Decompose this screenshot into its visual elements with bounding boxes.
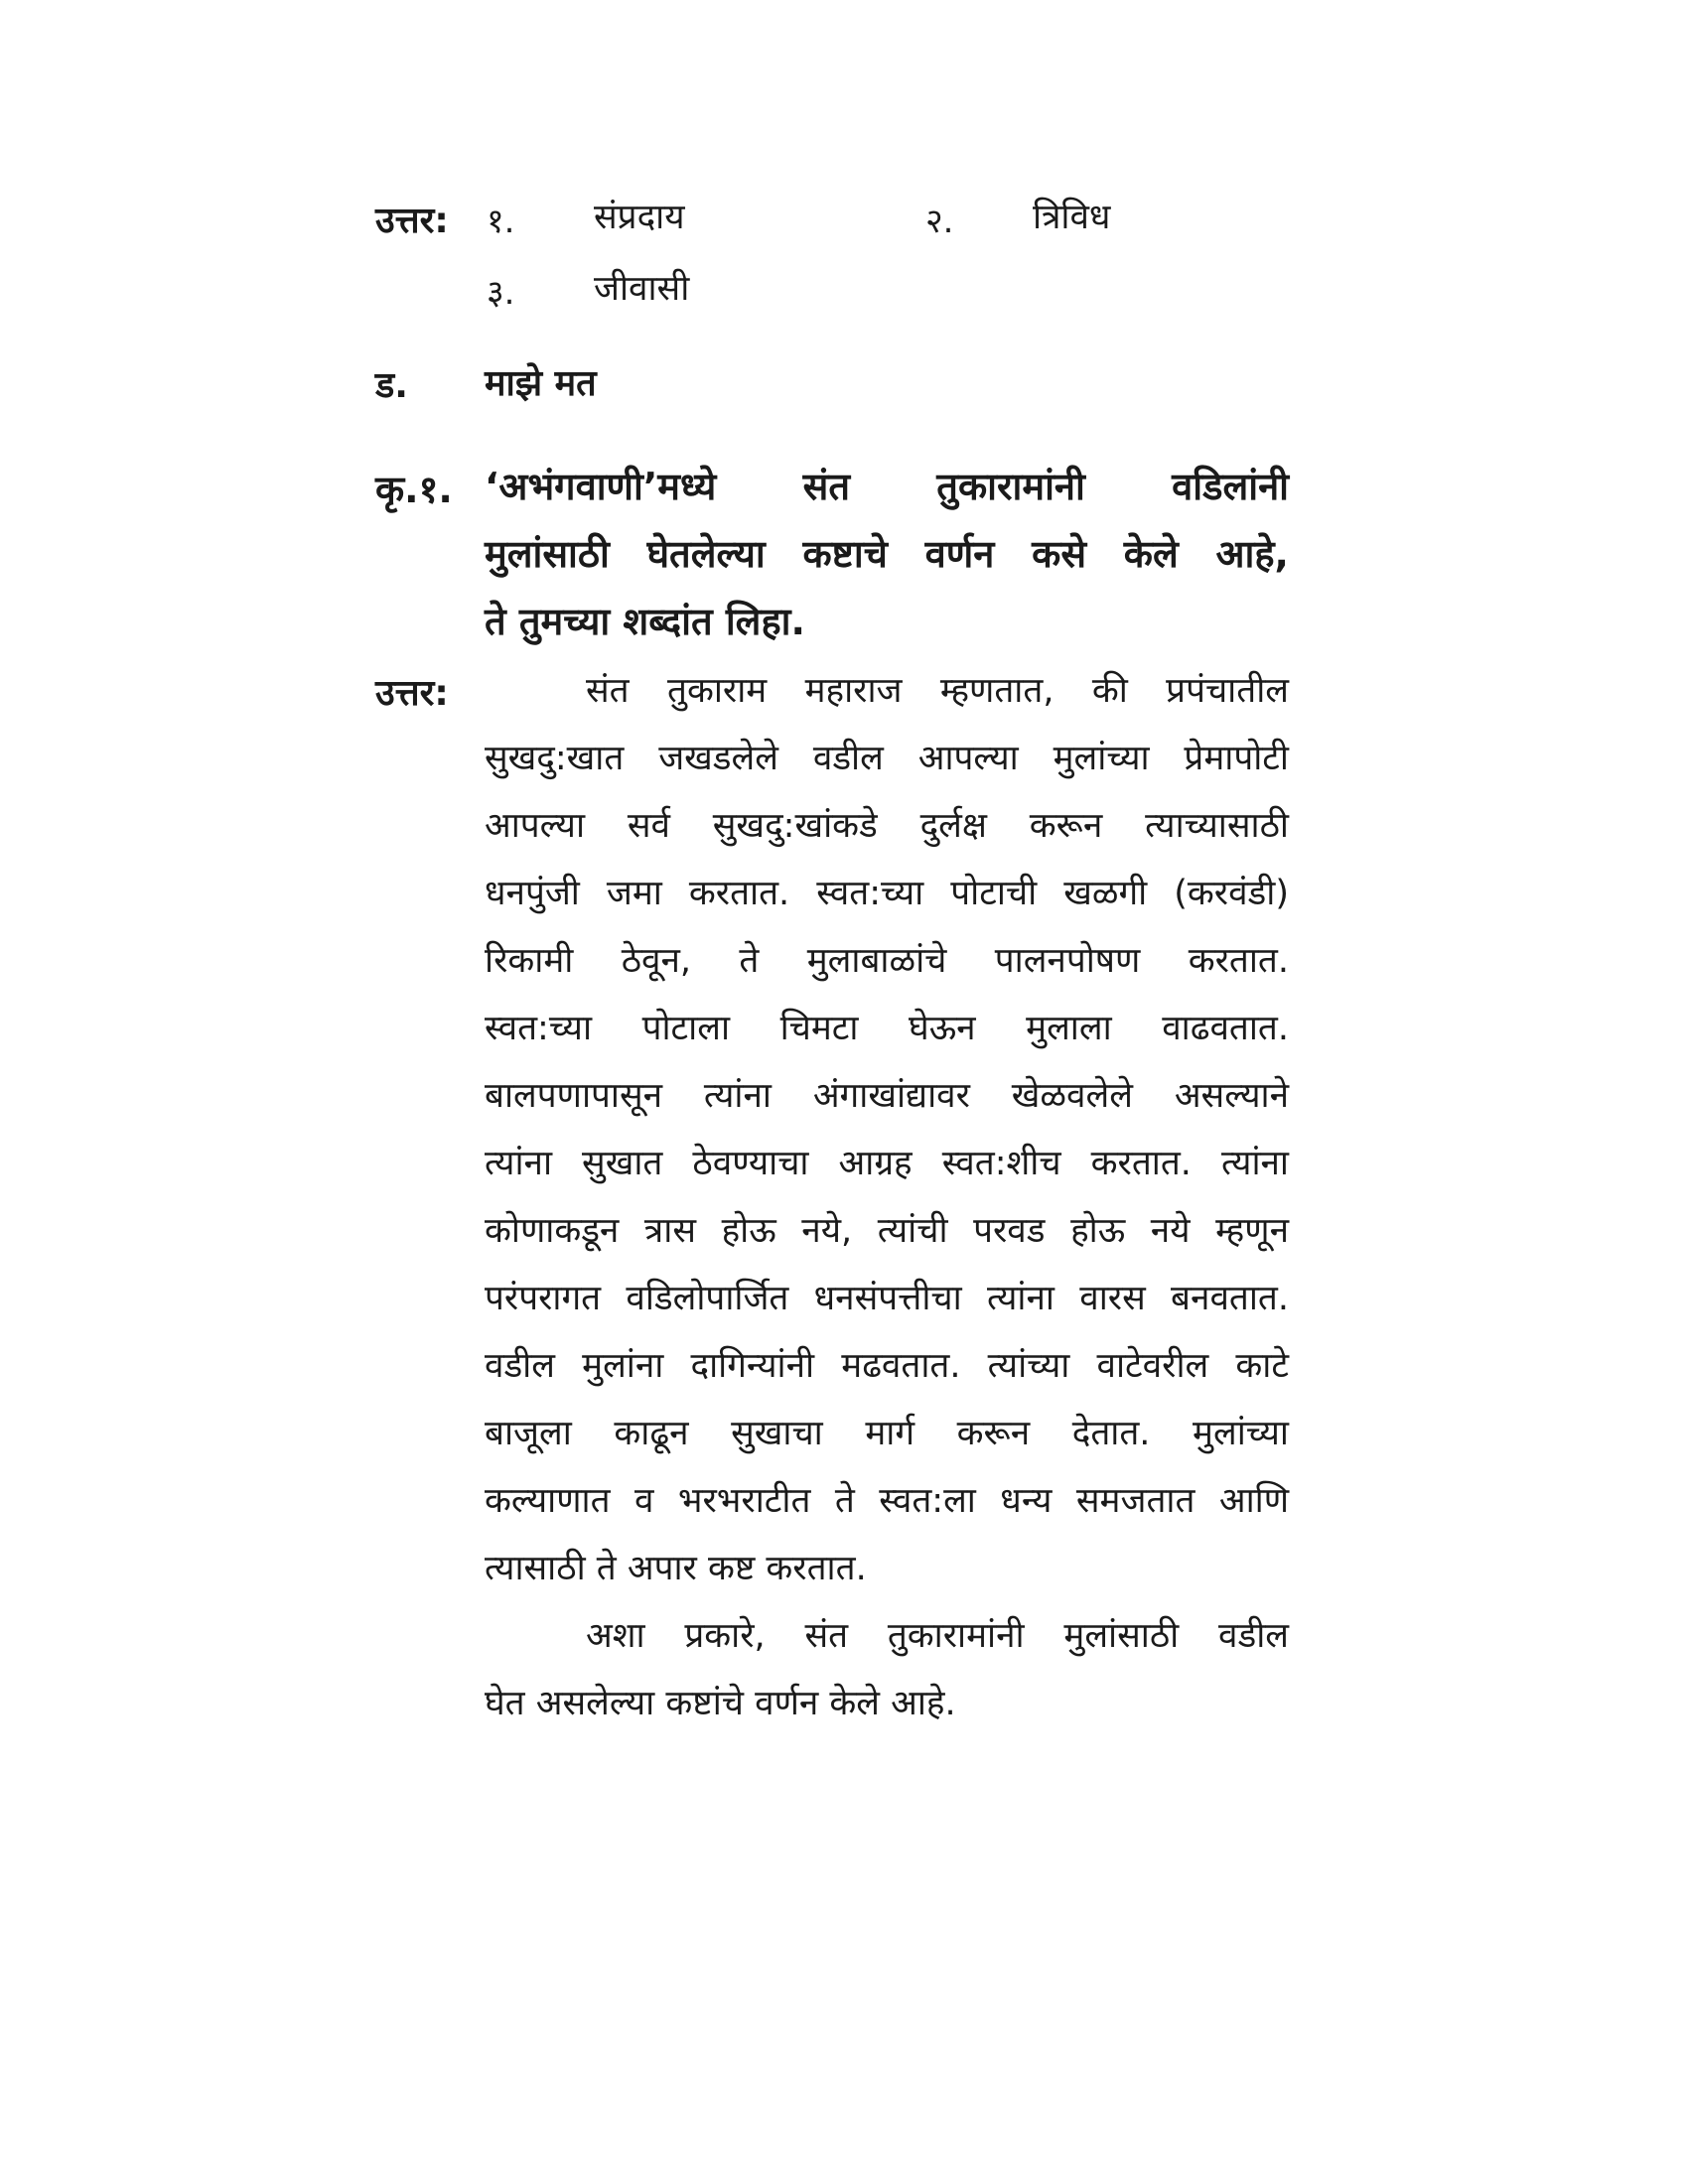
section-letter: ड. [375,365,408,406]
answer-label: उत्तर: [375,673,449,714]
answer-line: सुखदु:खात जखडलेले वडील आपल्या मुलांच्या प्रेमापोटी [485,739,1289,778]
question-line: ते तुमच्या शब्दांत लिहा. [485,600,805,643]
answer-line: रिकामी ठेवून, ते मुलाबाळांचे पालनपोषण करतात. [485,941,1289,981]
answer-line: वडील मुलांना दागिन्यांनी मढवतात. त्यांच्या वाटेवरील काटे [485,1346,1289,1386]
short-answer-number: २. [925,202,954,241]
answer-line: बाजूला काढून सुखाचा मार्ग करून देतात. मुलांच्या [485,1414,1289,1453]
short-answer-number: १. [487,202,515,241]
answer-line: त्यासाठी ते अपार कष्ट करतात. [485,1549,867,1588]
answer-line: कोणाकडून त्रास होऊ नये, त्यांची परवड होऊ नये म्हणून [485,1211,1289,1251]
short-answer-word: त्रिविध [1033,198,1111,237]
answer-line: धनपुंजी जमा करतात. स्वत:च्या पोटाची खळगी (करवंडी) [485,874,1289,913]
answer-line: घेत असलेल्या कष्टांचे वर्णन केले आहे. [485,1684,956,1723]
answer-line: संत तुकाराम महाराज म्हणतात, की प्रपंचातील [586,671,1289,711]
short-answer-word: संप्रदाय [594,198,685,237]
question-line: ‘अभंगवाणी’मध्ये संत तुकारामांनी वडिलांनी [485,465,1289,508]
answer-line: आपल्या सर्व सुखदु:खांकडे दुर्लक्ष करून त्याच्यासाठी [485,806,1289,846]
answer-line: स्वत:च्या पोटाला चिमटा घेऊन मुलाला वाढवतात. [485,1009,1289,1048]
answer-line: अशा प्रकारे, संत तुकारामांनी मुलांसाठी वडील [586,1616,1289,1656]
short-answer-label: उत्तर: [375,201,449,241]
answer-line: कल्याणात व भरभराटीत ते स्वत:ला धन्य समजतात आणि [485,1481,1289,1521]
question-label: कृ.१. [375,468,453,511]
short-answer-number: ३. [487,273,515,313]
answer-line: परंपरागत वडिलोपार्जित धनसंपत्तीचा त्यांना वारस बनवतात. [485,1279,1289,1318]
question-line: मुलांसाठी घेतलेल्या कष्टाचे वर्णन कसे केले आहे, [485,532,1289,576]
answer-line: त्यांना सुखात ठेवण्याचा आग्रह स्वत:शीच करतात. त्यांना [485,1144,1289,1183]
section-title: माझे मत [485,363,597,404]
short-answer-word: जीवासी [594,269,690,309]
answer-line: बालपणापासून त्यांना अंगाखांद्यावर खेळवलेले असल्याने [485,1076,1289,1116]
